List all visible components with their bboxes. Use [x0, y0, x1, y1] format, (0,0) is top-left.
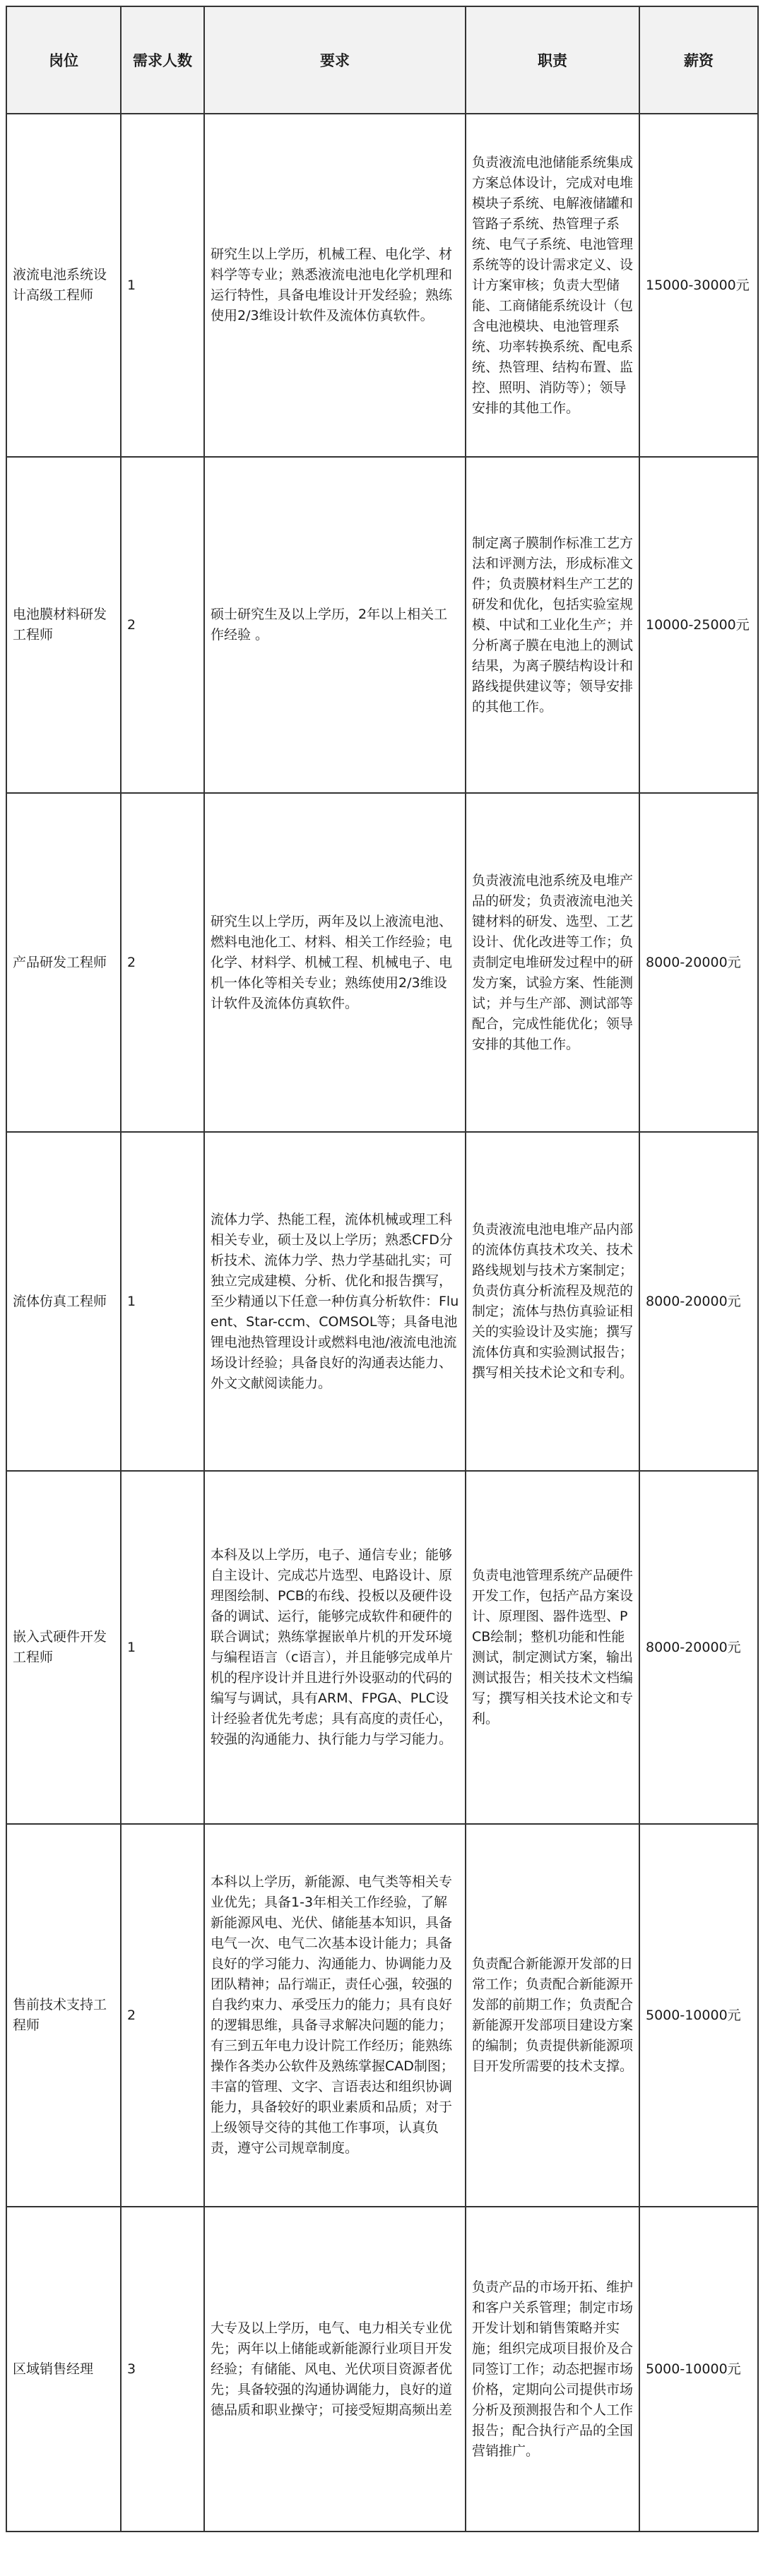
job-requirements: 本科及以上学历，电子、通信专业；能够自主设计、完成芯片选型、电路设计、原理图绘制、PCB的布线、投板以及硬件设备的调试、运行，能够完成软件和硬件的联合调试；熟练掌握嵌单片机的开发环境与编程语言（c语言），并且能够完成单片机的程序设计并且进行外设驱动的代码的编写与调试，具有ARM、FPGA、PLC设计经验者优先考虑；具有高度的责任心，较强的沟通能力、执行能力与学习能力。 [204, 1471, 466, 1824]
job-title: 区域销售经理 [6, 2207, 121, 2532]
header-requirements: 要求 [204, 6, 466, 114]
job-duties: 负责产品的市场开拓、维护和客户关系管理；制定市场开发计划和销售策略并实施；组织完成项目报价及合同签订工作；动态把握市场价格，定期向公司提供市场分析及预测报告和个人工作报告；配合执行产品的全国营销推广。 [466, 2207, 639, 2532]
headcount: 2 [121, 1824, 204, 2207]
headcount: 2 [121, 793, 204, 1132]
job-requirements: 流体力学、热能工程，流体机械或理工科相关专业，硕士及以上学历；熟悉CFD分析技术、流体力学、热力学基础扎实；可独立完成建模、分析、优化和报告撰写，至少精通以下任意一种仿真分析软件：Fluent、Star-ccm、COMSOL等；具备电池锂电池热管理设计或燃料电池/液流电池流场设计经验；具备良好的沟通表达能力、外文文献阅读能力。 [204, 1132, 466, 1471]
job-title: 产品研发工程师 [6, 793, 121, 1132]
job-title: 嵌入式硬件开发工程师 [6, 1471, 121, 1824]
header-salary: 薪资 [639, 6, 758, 114]
headcount: 3 [121, 2207, 204, 2532]
job-title: 售前技术支持工程师 [6, 1824, 121, 2207]
job-requirements: 硕士研究生及以上学历，2年以上相关工作经验 。 [204, 457, 466, 793]
job-title: 流体仿真工程师 [6, 1132, 121, 1471]
headcount: 1 [121, 1471, 204, 1824]
headcount: 2 [121, 457, 204, 793]
table-row [6, 114, 758, 457]
header-position: 岗位 [6, 6, 121, 114]
job-title: 电池膜材料研发工程师 [6, 457, 121, 793]
table-row [6, 2207, 758, 2532]
header-row [6, 6, 758, 114]
job-duties: 制定离子膜制作标准工艺方法和评测方法，形成标准文件；负责膜材料生产工艺的研发和优化，包括实验室规模、中试和工业化生产；并分析离子膜在电池上的测试结果，为离子膜结构设计和路线提供建议等；领导安排的其他工作。 [466, 457, 639, 793]
header-duties: 职责 [466, 6, 639, 114]
job-duties: 负责配合新能源开发部的日常工作；负责配合新能源开发部的前期工作；负责配合新能源开发部项目建设方案的编制；负责提供新能源项目开发所需要的技术支撑。 [466, 1824, 639, 2207]
job-openings-table [6, 6, 759, 2532]
table-row [6, 1824, 758, 2207]
headcount: 1 [121, 114, 204, 457]
job-title: 液流电池系统设计高级工程师 [6, 114, 121, 457]
job-duties: 负责电池管理系统产品硬件开发工作，包括产品方案设计、原理图、器件选型、PCB绘制；整机功能和性能测试，制定测试方案，输出测试报告；相关技术文档编写；撰写相关技术论文和专利。 [466, 1471, 639, 1824]
salary-range: 5000-10000元 [639, 1824, 758, 2207]
header-count: 需求人数 [121, 6, 204, 114]
salary-range: 8000-20000元 [639, 1132, 758, 1471]
table-row [6, 793, 758, 1132]
salary-range: 10000-25000元 [639, 457, 758, 793]
table-row [6, 1471, 758, 1824]
salary-range: 8000-20000元 [639, 1471, 758, 1824]
salary-range: 5000-10000元 [639, 2207, 758, 2532]
job-requirements: 本科以上学历，新能源、电气类等相关专业优先；具备1-3年相关工作经验，了解新能源风电、光伏、储能基本知识，具备电气一次、电气二次基本设计能力；具备良好的学习能力、沟通能力、协调能力及团队精神；品行端正，责任心强，较强的自我约束力、承受压力的能力；具有良好的逻辑思维，具备寻求解决问题的能力；有三到五年电力设计院工作经历；能熟练操作各类办公软件及熟练掌握CAD制图；丰富的管理、文字、言语表达和组织协调能力，具备较好的职业素质和品质；对于上级领导交待的其他工作事项，认真负责，遵守公司规章制度。 [204, 1824, 466, 2207]
job-duties: 负责液流电池储能系统集成方案总体设计，完成对电堆模块子系统、电解液储罐和管路子系统、热管理子系统、电气子系统、电池管理系统等的设计需求定义、设计方案审核；负责大型储能、工商储能系统设计（包含电池模块、电池管理系统、功率转换系统、配电系统、热管理、结构布置、监控、照明、消防等）；领导安排的其他工作。 [466, 114, 639, 457]
job-requirements: 研究生以上学历，机械工程、电化学、材料学等专业；熟悉液流电池电化学机理和运行特性，具备电堆设计开发经验；熟练使用2/3维设计软件及流体仿真软件。 [204, 114, 466, 457]
salary-range: 15000-30000元 [639, 114, 758, 457]
table-row [6, 457, 758, 793]
job-duties: 负责液流电池系统及电堆产品的研发；负责液流电池关键材料的研发、选型、工艺设计、优化改进等工作；负责制定电堆研发过程中的研发方案，试验方案、性能测试；并与生产部、测试部等配合，完成性能优化；领导安排的其他工作。 [466, 793, 639, 1132]
job-duties: 负责液流电池电堆产品内部的流体仿真技术攻关、技术路线规划与技术方案制定；负责仿真分析流程及规范的制定；流体与热仿真验证相关的实验设计及实施；撰写流体仿真和实验测试报告；撰写相关技术论文和专利。 [466, 1132, 639, 1471]
headcount: 1 [121, 1132, 204, 1471]
table-row [6, 1132, 758, 1471]
job-requirements: 大专及以上学历，电气、电力相关专业优先；两年以上储能或新能源行业项目开发经验；有储能、风电、光伏项目资源者优先；具备较强的沟通协调能力，良好的道德品质和职业操守；可接受短期高频出差 [204, 2207, 466, 2532]
job-requirements: 研究生以上学历，两年及以上液流电池、燃料电池化工、材料、相关工作经验；电化学、材料学、机械工程、机械电子、电机一体化等相关专业；熟练使用2/3维设计软件及流体仿真软件。 [204, 793, 466, 1132]
salary-range: 8000-20000元 [639, 793, 758, 1132]
